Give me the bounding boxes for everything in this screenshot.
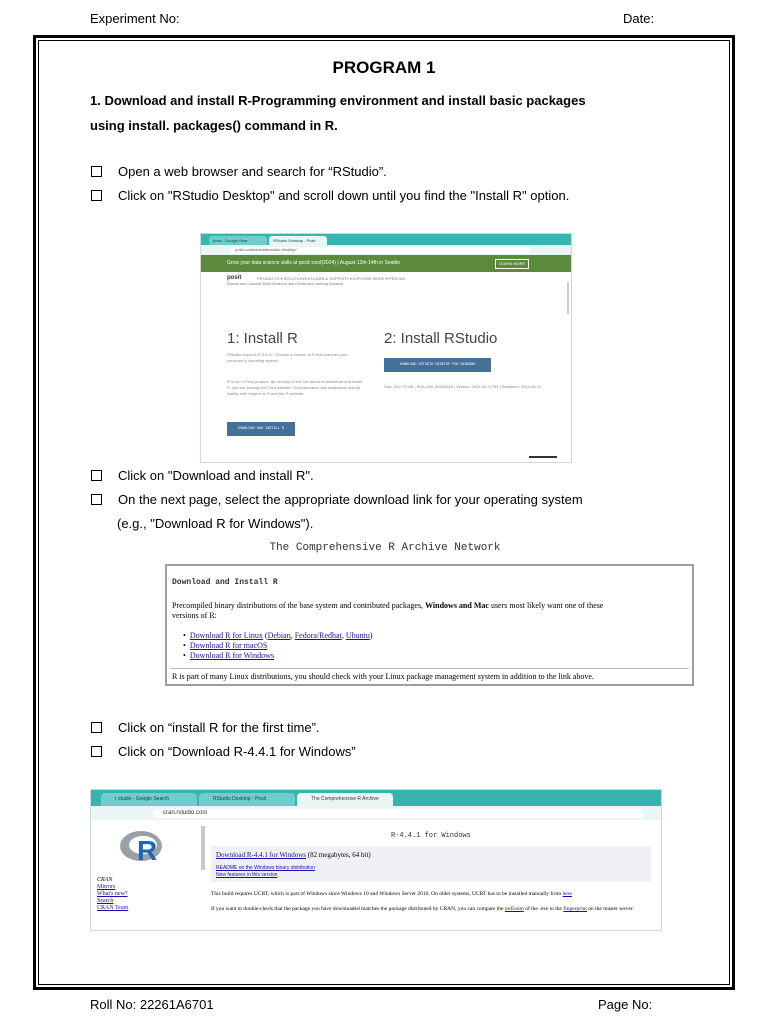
address-bar[interactable]: cran.rstudio.com bbox=[153, 809, 643, 818]
banner-text: Grow your data science skills at posit::conf(2024) | August 12th-14th in Seattle bbox=[227, 260, 401, 266]
step-text: Click on "Download and install R". bbox=[118, 468, 314, 483]
download-list bbox=[183, 631, 372, 661]
page-title: PROGRAM 1 bbox=[332, 58, 436, 77]
nav-menu[interactable]: PRODUCTS ▾ SOLUTIONS ▾ LEARN & SUPPORT ▾ EXPLORE MORE ▾ PRICING bbox=[257, 276, 406, 281]
browser-tab-bar bbox=[91, 790, 661, 806]
linux-punctuation: , bbox=[290, 631, 293, 640]
step-item bbox=[91, 164, 387, 179]
r-windows-download-screenshot bbox=[90, 789, 662, 931]
rstudio-size-info: Size: 262.79 MB | SHA-256: 60526326 | Version: 2024.04.2+764 | Released: 2024-06-10 bbox=[384, 384, 542, 389]
sidebar-heading: CRAN bbox=[97, 877, 113, 883]
linux-punctuation: ) bbox=[369, 631, 373, 640]
svg-text:R: R bbox=[137, 835, 158, 866]
download-size: (82 megabytes, 64 bit) bbox=[307, 851, 371, 859]
checkbox-icon bbox=[91, 746, 102, 757]
browser-tab[interactable]: r studio - Google Search bbox=[101, 793, 197, 806]
browser-tab[interactable]: posit - Google Sear bbox=[209, 236, 267, 245]
posit-logo[interactable]: posit bbox=[227, 275, 242, 281]
install-r-note: R is not a Posit product. By clicking on the link below to download and install R, you are leaving the Posit website. Posit disclaims any obligations and all liability with respect to R and the R website. bbox=[227, 379, 363, 396]
step-text: Click on "RStudio Desktop" and scroll down until you find the "Install R" option. bbox=[118, 188, 570, 203]
intro-text: Precompiled binary distributions of the base system and contributed packages, bbox=[172, 601, 424, 610]
sidebar-link-cran-team[interactable]: CRAN Team bbox=[97, 905, 129, 911]
checkbox-icon bbox=[91, 722, 102, 733]
checkbox-icon bbox=[91, 190, 102, 201]
step-text: Click on “Download R-4.4.1 for Windows” bbox=[118, 744, 356, 759]
download-rstudio-button[interactable]: DOWNLOAD RSTUDIO DESKTOP FOR WINDOWS bbox=[384, 358, 491, 372]
scroll-indicator bbox=[529, 456, 557, 458]
download-install-r-button[interactable]: DOWNLOAD AND INSTALL R bbox=[227, 422, 295, 436]
fedora-link[interactable]: Fedora/Redhat bbox=[294, 631, 342, 640]
step-text: Click on “install R for the first time”. bbox=[118, 720, 320, 735]
new-features-link[interactable]: New features in this version bbox=[216, 872, 278, 878]
intro-bold: Windows and Mac bbox=[425, 601, 489, 610]
intro-text: users most likely want one of these bbox=[490, 601, 604, 610]
step-item bbox=[91, 188, 569, 203]
checkbox-icon bbox=[91, 166, 102, 177]
readme-link[interactable]: README on the Windows binary distribution bbox=[216, 865, 315, 871]
debian-link[interactable]: Debian bbox=[267, 631, 291, 640]
question-line-2: using install. packages() command in R. bbox=[90, 118, 338, 133]
step-item bbox=[91, 744, 356, 759]
checksum-note bbox=[211, 906, 651, 913]
ucrt-text: This build requires UCRT, which is part of Windows since Windows 10 and Windows Server 2016. On older systems, UCRT has to be installed manually from bbox=[211, 891, 562, 897]
learn-more-button[interactable]: LEARN MORE bbox=[495, 259, 529, 269]
cran-heading: Download and Install R bbox=[172, 578, 278, 587]
scrollbar[interactable] bbox=[567, 282, 569, 314]
browser-tab[interactable]: RStudio Desktop - Posit bbox=[199, 793, 295, 806]
step-item bbox=[91, 492, 583, 507]
step-text: On the next page, select the appropriate download link for your operating system bbox=[118, 492, 583, 507]
divider bbox=[170, 668, 689, 669]
scrollbar[interactable] bbox=[201, 826, 205, 870]
checksum-text: If you want to double-check that the package you have downloaded matches the package distributed by CRAN, you can compare the bbox=[211, 906, 504, 912]
list-item: • Download R for macOS bbox=[183, 641, 268, 650]
list-item: • Download R for Linux (Debian, Fedora/Redhat, Ubuntu) bbox=[183, 631, 373, 640]
browser-tab-active[interactable]: RStudio Desktop - Posit bbox=[269, 236, 327, 245]
page-number-label: Page No: bbox=[598, 997, 653, 1012]
intro-text: versions of R: bbox=[172, 611, 217, 620]
browser-tab-active[interactable]: The Comprehensive R Archive bbox=[297, 793, 393, 806]
ucrt-note bbox=[211, 891, 651, 898]
cran-sidebar bbox=[97, 877, 128, 912]
linux-link[interactable]: Download R for Linux bbox=[189, 631, 263, 640]
step-item bbox=[91, 468, 314, 483]
linux-punctuation: , bbox=[341, 631, 344, 640]
checksum-text: of the .exe to the bbox=[525, 906, 562, 912]
macos-link[interactable]: Download R for macOS bbox=[189, 641, 268, 650]
fingerprint-link[interactable]: fingerprint bbox=[563, 906, 587, 912]
step-text: Open a web browser and search for “RStudio”. bbox=[118, 164, 387, 179]
checksum-text: on the master server. bbox=[588, 906, 634, 912]
nav-subtext: Experts and Customer Build Stories for and Debbie and Learning Solutions bbox=[227, 282, 344, 286]
windows-link[interactable]: Download R for Windows bbox=[189, 651, 275, 660]
download-r-link[interactable]: Download R-4.4.1 for Windows bbox=[216, 851, 306, 859]
r-windows-title: R-4.4.1 for Windows bbox=[391, 832, 471, 840]
address-bar-row bbox=[91, 806, 661, 820]
ubuntu-link[interactable]: Ubuntu bbox=[345, 631, 370, 640]
sidebar-link-mirrors[interactable]: Mirrors bbox=[97, 884, 116, 890]
cran-footer-text: R is part of many Linux distributions, you should check with your Linux package management system in addition to the link above. bbox=[172, 672, 594, 681]
conference-banner bbox=[201, 255, 571, 272]
install-rstudio-heading: 2: Install RStudio bbox=[384, 330, 498, 347]
sidebar-link-whats-new[interactable]: What's new? bbox=[97, 891, 128, 897]
date-label: Date: bbox=[623, 11, 655, 26]
rstudio-download-screenshot bbox=[200, 233, 572, 463]
checkbox-icon bbox=[91, 494, 102, 505]
step-item bbox=[91, 720, 320, 735]
linux-punctuation: ( bbox=[264, 631, 268, 640]
md5sum-link[interactable]: md5sum bbox=[504, 906, 524, 912]
r-logo bbox=[119, 828, 167, 866]
ucrt-here-link[interactable]: here bbox=[562, 891, 572, 897]
experiment-number-label: Experiment No: bbox=[90, 11, 180, 26]
list-item: • Download R for Windows bbox=[183, 651, 275, 660]
address-bar[interactable]: posit.co/download/rstudio-desktop/ bbox=[231, 247, 531, 253]
cran-intro bbox=[172, 601, 687, 621]
sidebar-link-search[interactable]: Search bbox=[97, 898, 114, 904]
site-nav bbox=[201, 272, 571, 286]
checkbox-icon bbox=[91, 470, 102, 481]
install-r-description: RStudio requires R 3.6.0+. Choose a version of R that matches your computer's operating system. bbox=[227, 352, 348, 363]
features-line bbox=[216, 872, 277, 879]
step-continuation: (e.g., "Download R for Windows"). bbox=[117, 516, 314, 531]
roll-number-label: Roll No: 22261A6701 bbox=[90, 997, 214, 1012]
address-bar-row bbox=[201, 245, 571, 255]
cran-title: The Comprehensive R Archive Network bbox=[269, 542, 501, 554]
browser-tab-bar bbox=[201, 234, 571, 245]
download-line bbox=[216, 852, 371, 859]
install-r-heading: 1: Install R bbox=[227, 330, 298, 347]
cran-download-screenshot bbox=[165, 564, 694, 686]
readme-line bbox=[216, 865, 315, 872]
question-line-1: 1. Download and install R-Programming environment and install basic packages bbox=[90, 93, 586, 108]
